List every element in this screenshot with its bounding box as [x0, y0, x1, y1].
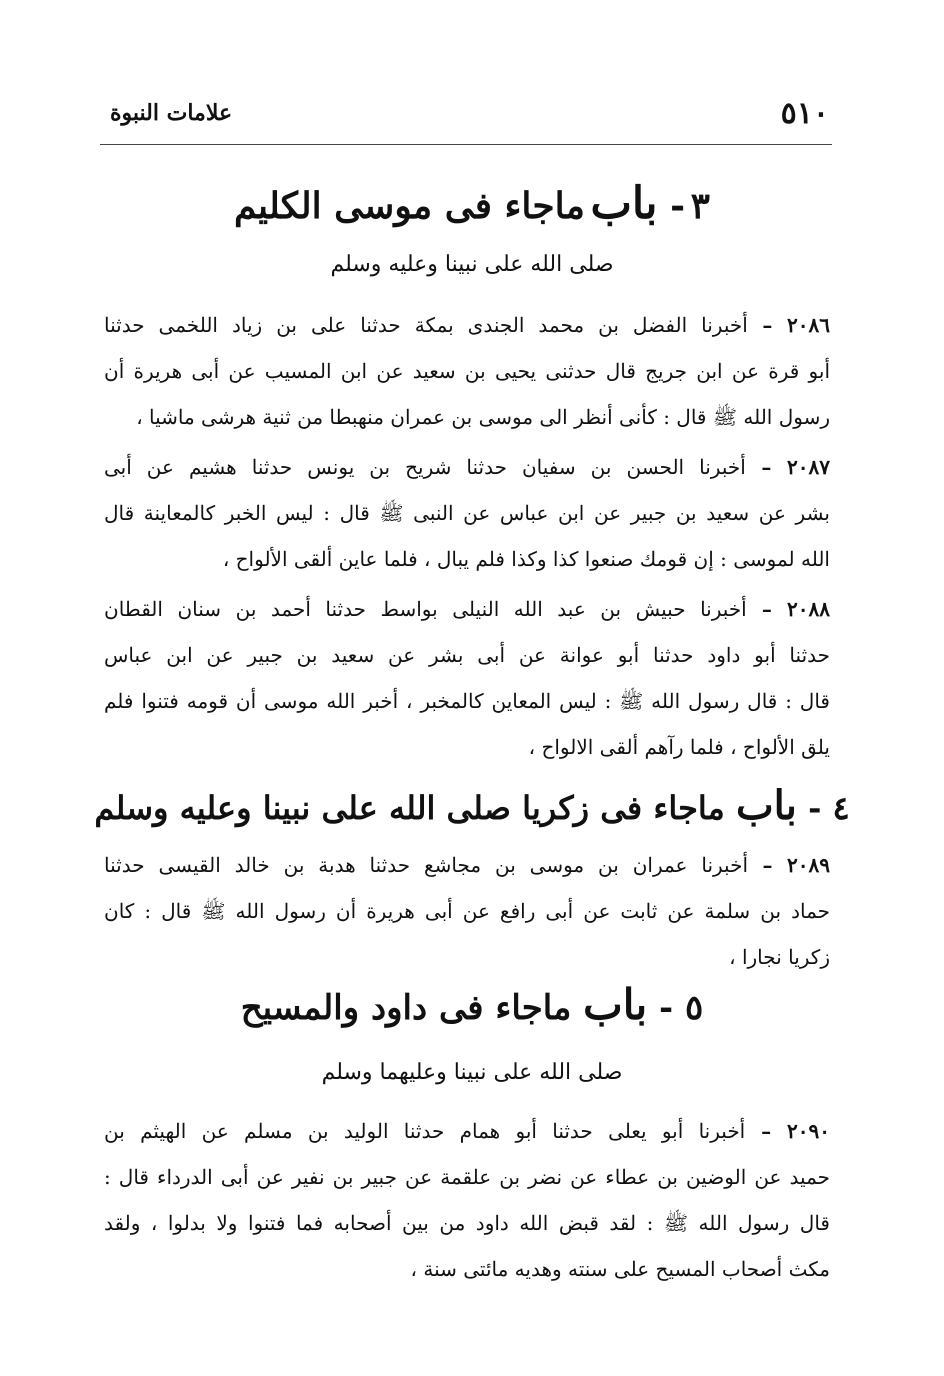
section-title: ماجاء فى موسى الكليم	[234, 185, 585, 227]
hadith-number: ٢٠٨٨ –	[747, 597, 830, 621]
hadith-2087	[104, 444, 830, 582]
bab-label: باب	[583, 980, 648, 1029]
page-number: ٥١٠	[780, 96, 829, 131]
hadith-2089	[104, 842, 830, 980]
section-title: ماجاء فى داود والمسيح	[240, 988, 572, 1028]
text-line: الله لموسى : إن قومك صنعوا كذا وكذا فلم يبال ، فلما عاين ألقى الألواح ،	[222, 547, 830, 571]
text-line: مكث أصحاب المسيح على سنته وهديه مائتى سنة ،	[410, 1257, 830, 1281]
hadith-2090	[104, 1108, 830, 1292]
hadith-number: ٢٠٩٠ –	[745, 1119, 830, 1143]
hadith-number: ٢٠٨٧ –	[746, 455, 830, 479]
running-title: علامات النبوة	[110, 100, 233, 126]
hadith-2088	[104, 586, 830, 770]
text-line: أبو قرة عن ابن جريج قال حدثنى يحيى بن سعيد عن ابن المسيب عن أبى هريرة أن	[104, 359, 830, 383]
page-header	[110, 96, 829, 136]
hadith-2086	[104, 302, 830, 440]
hadith-number: ٢٠٨٩ –	[748, 853, 830, 877]
section-heading-4: ٤ - باب ماجاء فى زكريا صلى الله على نبينا وعليه وسلم	[94, 782, 850, 829]
text-line: ٢٠٩٠ – أخبرنا أبو يعلى حدثنا أبو همام حدثنا الوليد بن مسلم عن الهيثم بن	[104, 1108, 830, 1154]
section-subtitle: صلى الله على نبينا وعليهما وسلم	[321, 1060, 623, 1085]
section-subtitle: صلى الله على نبينا وعليه وسلم	[330, 252, 614, 277]
section-heading-3: ٣ - باب ماجاء فى موسى الكليم	[234, 178, 710, 229]
text-line: بشر عن سعيد بن جبير عن ابن عباس عن النبى ﷺ قال : ليس الخبر كالمعاينة قال	[104, 501, 830, 525]
section-title: ماجاء فى زكريا صلى الله على نبينا وعليه وسلم	[94, 789, 725, 827]
text-line: ٢٠٨٦ – أخبرنا الفضل بن محمد الجندى بمكة حدثنا على بن زياد اللخمى حدثنا	[104, 302, 830, 348]
bab-label: باب	[590, 178, 658, 229]
text-line: حميد عن الوضين بن عطاء عن نضر بن علقمة عن جبير بن نفير عن أبى الدرداء قال :	[104, 1165, 830, 1189]
text-line: زكريا نجارا ،	[729, 945, 830, 969]
text-line: يلق الألواح ، فلما رآهم ألقى الالواح ،	[528, 735, 830, 759]
text-line: رسول الله ﷺ قال : كأنى أنظر الى موسى بن عمران منهبطا من ثنية هرشى ماشيا ،	[136, 405, 830, 429]
text-line: ٢٠٨٧ – أخبرنا الحسن بن سفيان حدثنا شريح بن يونس حدثنا هشيم عن أبى	[104, 444, 830, 490]
text-line: ٢٠٨٩ – أخبرنا عمران بن موسى بن مجاشع حدثنا هدبة بن خالد القيسى حدثنا	[104, 842, 830, 888]
hadith-number: ٢٠٨٦ –	[748, 313, 830, 337]
header-rule	[100, 144, 832, 145]
text-line: حدثنا أبو داود حدثنا أبو عوانة عن أبى بشر عن سعيد بن جبير عن ابن عباس	[104, 643, 830, 667]
text-line: حماد بن سلمة عن ثابت عن أبى رافع عن أبى هريرة أن رسول الله ﷺ قال : كان	[104, 899, 830, 923]
bab-label: باب	[735, 782, 797, 829]
text-line: ٢٠٨٨ – أخبرنا حبيش بن عبد الله النيلى بواسط حدثنا أحمد بن سنان القطان	[104, 586, 830, 632]
section-heading-5: ٥ - باب ماجاء فى داود والمسيح	[240, 980, 704, 1029]
text-line: قال : قال رسول الله ﷺ : ليس المعاين كالمخبر ، أخبر الله موسى أن قومه فتنوا فلم	[104, 689, 830, 713]
text-line: قال رسول الله ﷺ : لقد قبض الله داود من بين أصحابه فما فتنوا ولا بدلوا ، ولقد	[104, 1211, 830, 1235]
